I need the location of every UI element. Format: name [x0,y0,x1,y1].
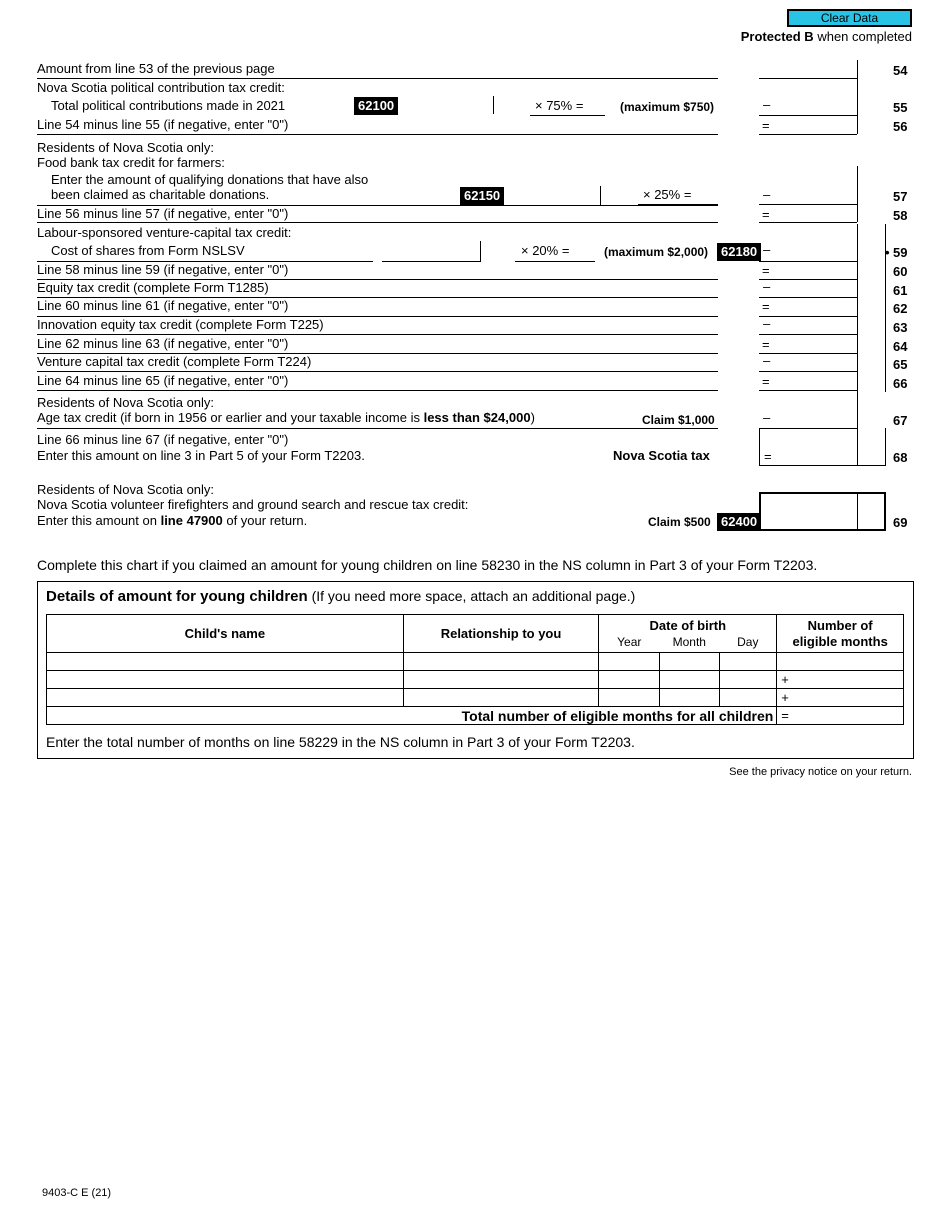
line-55-max: (maximum $750) [620,100,715,114]
year-cell[interactable] [599,689,659,707]
line-59-amount-rule [382,261,480,262]
privacy-notice: See the privacy notice on your return. [729,766,912,778]
col-day: Day [737,634,759,649]
total-label: Total number of eligible months for all children [47,707,777,725]
line-63-label: Innovation equity tax credit (complete Form T225) [37,317,324,332]
line-69-text-2: Nova Scotia volunteer firefighters and ground search and rescue tax credit: [37,497,469,512]
line-55-rate: × 75% = [535,98,584,113]
line-58-field-rule [759,222,857,223]
col-divider-d [857,392,858,466]
line-63-rule [37,334,718,335]
child-name-cell[interactable] [47,653,404,671]
col-eligible-months [777,615,904,653]
children-title-note: (If you need more space, attach an additional page.) [311,588,636,604]
relationship-cell[interactable] [403,671,599,689]
line-57-op: – [763,187,771,202]
line-69-input[interactable] [763,510,855,528]
line-59-rate-rule [515,261,595,262]
line-65-label: Venture capital tax credit (complete Form T224) [37,354,312,369]
line-66-input[interactable] [775,373,855,390]
line-69-pre: Enter this amount on [37,513,161,528]
col-months-line-1: Number of [807,617,873,633]
table-row [47,671,904,689]
month-cell[interactable] [659,671,719,689]
line-55-heading: Nova Scotia political contribution tax credit: [37,80,285,95]
line-59-max: (maximum $2,000) [604,245,709,259]
children-header-row [47,615,904,653]
line-55-input[interactable] [775,97,855,114]
line-57-code: 62150 [460,187,504,205]
line-69-code: 62400 [717,513,761,531]
total-row [47,707,904,725]
line-65-field-rule [759,371,857,372]
line-58-label: Line 56 minus line 57 (if negative, enter "0") [37,206,289,221]
line-67-op: – [763,410,771,425]
line-67-field-rule [759,428,857,429]
line-58-op: = [762,207,770,222]
form-id: 9403-C E (21) [42,1187,112,1199]
protected-suffix: when completed [817,29,912,44]
months-cell[interactable]: + [777,671,904,689]
col-childs-name: Child's name [47,615,404,653]
line-68-op: = [764,449,772,464]
line-59-amount-input[interactable] [382,242,478,259]
protected-label [741,29,912,44]
line-59-label: Cost of shares from Form NSLSV [51,243,245,258]
table-row [47,653,904,671]
table-row [47,689,904,707]
line-56-field-rule [759,134,857,135]
line-56-label: Line 54 minus line 55 (if negative, enter "0") [37,117,289,132]
line-67-heading: Residents of Nova Scotia only: [37,395,215,410]
col-year: Year [617,634,642,649]
line-69-post: of your return. [222,513,308,528]
line-54-number: 54 [893,63,908,78]
line-57-number: 57 [893,189,908,204]
line-56-input[interactable] [775,116,855,133]
line-57-tick [600,186,601,205]
line-55-op: – [763,97,771,112]
line-59-heading: Labour-sponsored venture-capital tax credit: [37,225,292,240]
line-61-label: Equity tax credit (complete Form T1285) [37,280,269,295]
line-65-number: 65 [893,357,908,372]
line-68-box-right [885,428,886,466]
line-55-label: Total political contributions made in 2021 [51,98,286,113]
line-58-rule [37,222,718,223]
line-63-number: 63 [893,320,908,335]
line-63-input[interactable] [775,317,855,334]
line-57-rate: × 25% = [643,187,692,202]
line-67-claim: Claim $1,000 [642,413,715,427]
line-67-number: 67 [893,413,908,428]
relationship-cell[interactable] [403,653,599,671]
clear-data-button[interactable]: Clear Data [787,9,912,27]
col-divider-b [857,166,858,222]
line-57-text-2: been claimed as charitable donations. [51,187,270,202]
line-58-number: 58 [893,208,908,223]
line-56-rule [37,134,718,135]
line-68-input[interactable] [776,446,856,464]
total-months-cell[interactable]: = [777,707,904,725]
line-57-heading-1: Residents of Nova Scotia only: [37,140,215,155]
line-61-number: 61 [893,283,908,298]
line-62-label: Line 60 minus line 61 (if negative, enter "0") [37,298,289,313]
col-dob-label: Date of birth [649,617,727,633]
month-cell[interactable] [659,689,719,707]
months-cell[interactable]: + [777,689,904,707]
line-59-rate: × 20% = [521,243,570,258]
line-54-input[interactable] [759,60,855,78]
line-63-field-rule [759,334,857,335]
line-65-rule [37,371,718,372]
children-title [46,588,635,605]
line-61-input[interactable] [775,280,855,297]
line-56-number: 56 [893,119,908,134]
line-60-input[interactable] [775,262,855,279]
line-54-rule [37,78,718,79]
line-68-text-1: Line 66 minus line 67 (if negative, enter "0") [37,432,289,447]
line-68-label: Nova Scotia tax [613,448,710,463]
line-57-heading-2: Food bank tax credit for farmers: [37,155,225,170]
line-64-number: 64 [893,339,908,354]
line-55-amount-input[interactable] [398,97,492,114]
line-65-input[interactable] [775,354,855,371]
day-cell[interactable] [719,653,776,671]
line-69-text-3 [37,513,307,528]
line-57-amount-input[interactable] [506,187,600,204]
line-54-label: Amount from line 53 of the previous page [37,61,275,76]
line-66-label: Line 64 minus line 65 (if negative, enter "0") [37,373,289,388]
line-66-op: = [762,374,770,389]
child-name-cell[interactable] [47,689,404,707]
line-59-bullet: • [885,245,890,260]
line-64-label: Line 62 minus line 63 (if negative, enter "0") [37,336,289,351]
line-57-input[interactable] [775,186,855,203]
line-59-number: 59 [893,245,908,260]
relationship-cell[interactable] [403,689,599,707]
line-63-op: – [763,316,771,331]
col-relationship: Relationship to you [403,615,599,653]
line-68-box-bottom [759,465,886,466]
day-cell[interactable] [719,671,776,689]
day-cell[interactable] [719,689,776,707]
line-61-op: – [763,279,771,294]
line-55-rate-rule [530,115,605,116]
line-66-field-rule [759,390,857,391]
line-68-box-left [759,428,760,466]
line-66-rule [37,390,718,391]
col-divider-c [857,224,858,392]
year-cell[interactable] [599,653,659,671]
line-59-op: – [763,242,771,257]
protected-b: Protected B [740,29,814,44]
line-62-op: = [762,299,770,314]
line-56-op: = [762,118,770,133]
line-67-label-pre: Age tax credit (if born in 1956 or earlier and your taxable income is [37,410,424,425]
line-64-input[interactable] [775,336,855,353]
line-69-box-divider [857,492,858,531]
line-55-tick [493,96,494,114]
line-59-tick [480,241,481,262]
line-60-label: Line 58 minus line 59 (if negative, enter "0") [37,262,289,277]
line-59-code: 62180 [717,243,761,261]
line-67-label-bold: less than $24,000 [423,410,531,425]
line-62-input[interactable] [775,298,855,315]
line-69-bold: line 47900 [160,513,223,528]
line-69-claim: Claim $500 [648,515,711,529]
col-date-of-birth [599,615,777,653]
month-cell[interactable] [659,653,719,671]
col-divider-a [857,60,858,134]
line-64-op: = [762,337,770,352]
col-months-line-2: eligible months [792,633,888,649]
months-cell[interactable] [777,653,904,671]
line-68-text-2: Enter this amount on line 3 in Part 5 of your Form T2203. [37,448,365,463]
children-title-main: Details of amount for young children [46,588,308,605]
line-62-number: 62 [893,301,908,316]
line-60-op: = [762,263,770,278]
line-54-field-rule [759,78,857,79]
line-55-code: 62100 [354,97,398,115]
col-month: Month [672,634,706,649]
line-65-op: – [763,353,771,368]
child-name-cell[interactable] [47,671,404,689]
line-68-number: 68 [893,450,908,465]
line-60-number: 60 [893,264,908,279]
line-69-number: 69 [893,515,908,530]
col-dob-sub [599,634,776,650]
line-66-number: 66 [893,376,908,391]
line-67-label [37,410,535,425]
line-67-input[interactable] [775,410,855,427]
children-table [46,614,904,725]
line-67-rule [37,428,718,429]
line-69-text-1: Residents of Nova Scotia only: [37,482,215,497]
line-57-text-1: Enter the amount of qualifying donations that have also [51,172,369,187]
line-55-number: 55 [893,100,908,115]
year-cell[interactable] [599,671,659,689]
chart-intro: Complete this chart if you claimed an amount for young children on line 58230 in the NS column in Part 3 of your Form T2203. [37,557,818,573]
line-59-input[interactable] [775,242,855,259]
children-footer: Enter the total number of months on line 58229 in the NS column in Part 3 of your Form T2203. [46,734,635,750]
line-58-input[interactable] [775,205,855,222]
line-67-label-post: ) [530,410,535,425]
